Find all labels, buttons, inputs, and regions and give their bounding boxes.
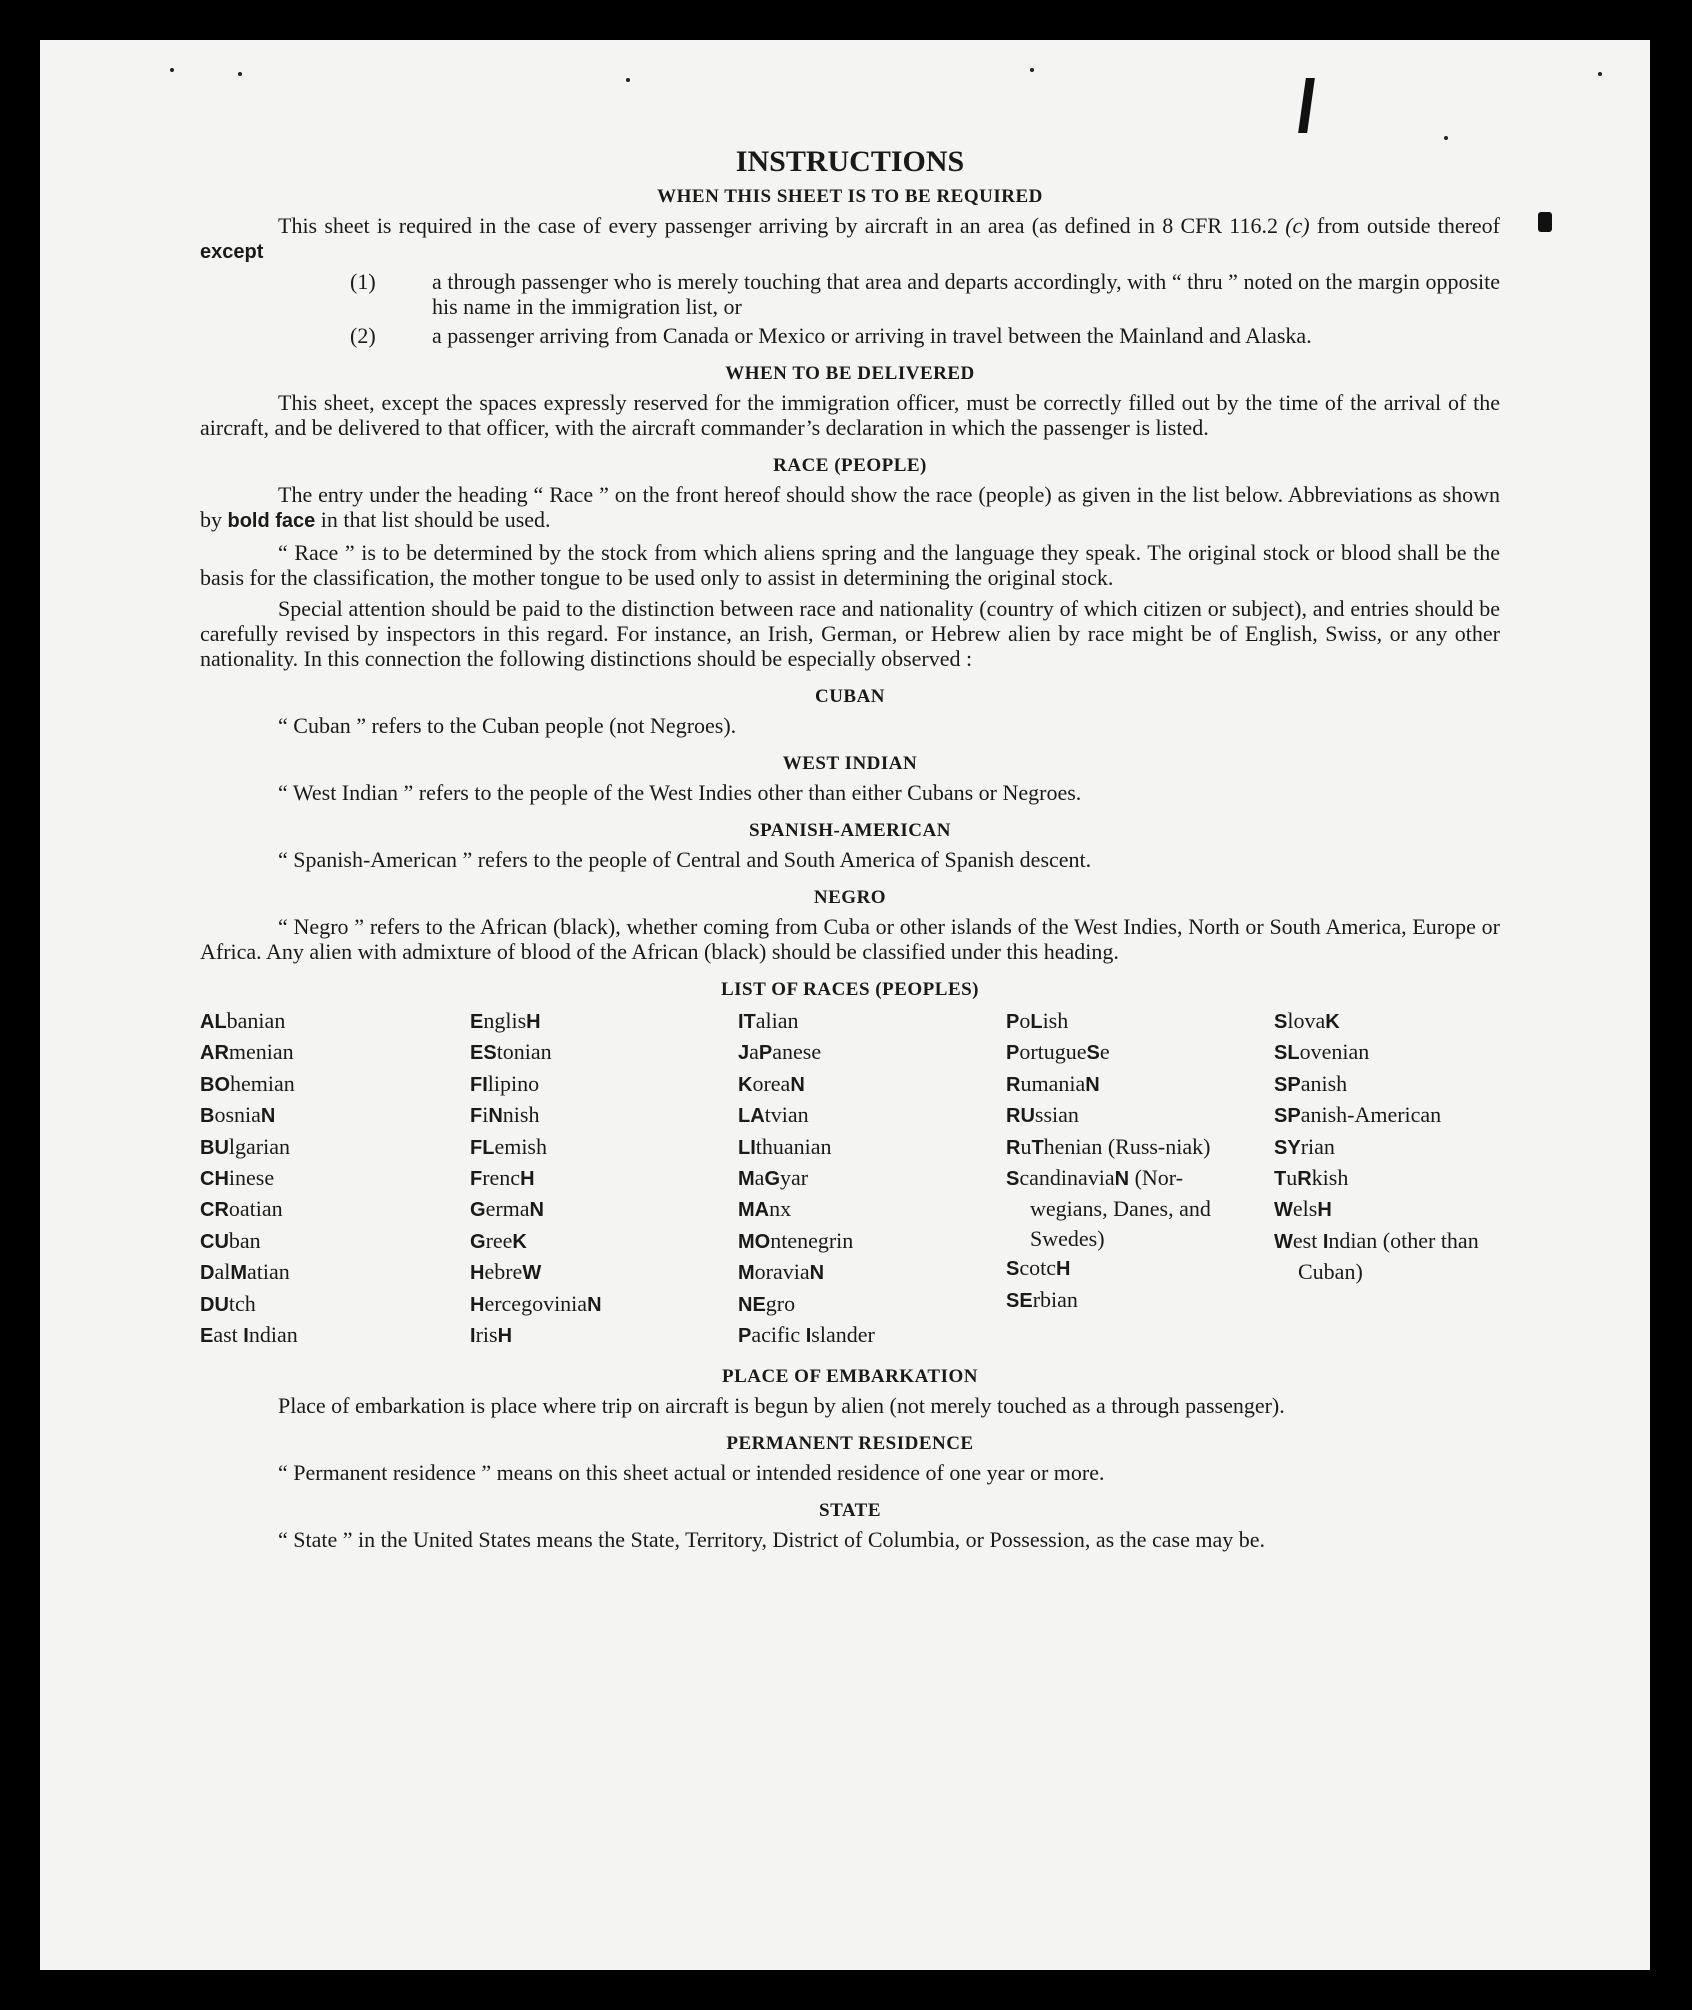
race-entry: PoLish bbox=[1006, 1008, 1069, 1033]
section-heading: RACE (PEOPLE) bbox=[773, 455, 927, 476]
section-heading: CUBAN bbox=[814, 686, 886, 707]
document-page bbox=[40, 40, 1650, 1970]
race-entry: ITalian bbox=[738, 1008, 799, 1033]
paragraph: “ Cuban ” refers to the Cuban people (not Negroes). bbox=[278, 713, 737, 738]
paragraph: This sheet, except the spaces expressly reserved for the immigration officer, must be correctly filled out by the time of the arrival of the aircraft, and be delivered to that officer, with the aircraft commander’s declaration in which the passenger is listed. bbox=[200, 390, 1500, 440]
scan-speck bbox=[170, 68, 174, 72]
race-entry: KoreaN bbox=[738, 1070, 805, 1096]
scan-artifact bbox=[1538, 212, 1552, 232]
instructions-content bbox=[200, 145, 1500, 1552]
scan-speck bbox=[238, 72, 242, 76]
section-heading: SPANISH-AMERICAN bbox=[749, 820, 951, 841]
race-entry: FLemish bbox=[470, 1133, 547, 1159]
item-text: a through passenger who is merely touching that area and departs accordingly, with “ thru ” noted on the margin opposite his name in the immigration list, or bbox=[432, 269, 1500, 319]
race-entry: BOhemian bbox=[200, 1070, 295, 1096]
section-heading: NEGRO bbox=[813, 887, 887, 908]
paragraph bbox=[200, 482, 1500, 534]
race-entry: GreeK bbox=[470, 1227, 527, 1253]
race-entry: RuThenian (Russ-niak) bbox=[1006, 1133, 1211, 1159]
race-entry: LAtvian bbox=[738, 1102, 809, 1128]
race-entry: HercegoviniaN bbox=[470, 1290, 602, 1316]
paragraph: “ Race ” is to be determined by the stock from which aliens spring and the language they speak. The original stock or blood shall be the basis for the classification, the mother tongue to be used only to assist in determining the original stock. bbox=[200, 540, 1500, 590]
paragraph: Place of embarkation is place where trip on aircraft is begun by alien (not merely touched as a through passenger). bbox=[278, 1393, 1285, 1418]
bold-text: except bbox=[200, 241, 264, 263]
races-column bbox=[1006, 1006, 1256, 1316]
race-entry: WelsH bbox=[1274, 1196, 1332, 1222]
section-heading: PLACE OF EMBARKATION bbox=[722, 1366, 978, 1387]
race-entry: SPanish-American bbox=[1274, 1102, 1442, 1128]
race-entry: MaGyar bbox=[738, 1165, 809, 1191]
section-heading: STATE bbox=[819, 1500, 881, 1521]
text: in that list should be used. bbox=[315, 507, 551, 532]
race-entry: West Indian (other than Cuban) bbox=[1274, 1227, 1479, 1285]
scan-speck bbox=[626, 78, 630, 82]
race-entry: DUtch bbox=[200, 1290, 256, 1316]
races-column bbox=[1274, 1006, 1524, 1287]
race-entry: GermaN bbox=[470, 1196, 544, 1222]
paragraph: “ Spanish-American ” refers to the people of Central and South America of Spanish descent. bbox=[278, 847, 1092, 872]
race-entry: LIthuanian bbox=[738, 1133, 832, 1159]
race-entry: BosniaN bbox=[200, 1102, 276, 1128]
race-entry: ScotcH bbox=[1006, 1255, 1071, 1281]
race-entry: CRoatian bbox=[200, 1196, 283, 1222]
section-heading: PERMANENT RESIDENCE bbox=[726, 1433, 974, 1454]
paragraph: “ Permanent residence ” means on this sheet actual or intended residence of one year or more. bbox=[278, 1460, 1105, 1485]
section-heading: WHEN TO BE DELIVERED bbox=[725, 363, 975, 384]
race-entry: SYrian bbox=[1274, 1133, 1335, 1159]
text: (c) bbox=[1285, 213, 1310, 238]
section-heading: LIST OF RACES (PEOPLES) bbox=[720, 979, 980, 1000]
race-entry: BUlgarian bbox=[200, 1133, 290, 1159]
text: The entry under the heading “ Race ” on the front hereof should show the race (people) as given in the list below. Abbreviations as shown by bbox=[200, 482, 1500, 532]
paragraph bbox=[200, 213, 1500, 265]
item-number: (2) bbox=[350, 323, 376, 348]
race-entry: ARmenian bbox=[200, 1039, 294, 1065]
race-entry: EnglisH bbox=[470, 1008, 541, 1033]
race-entry: MAnx bbox=[738, 1196, 792, 1222]
paragraph: “ State ” in the United States means the State, Territory, District of Columbia, or Possession, as the case may be. bbox=[278, 1527, 1266, 1552]
race-entry: MOntenegrin bbox=[738, 1227, 854, 1253]
paragraph: “ Negro ” refers to the African (black), whether coming from Cuba or other islands of the West Indies, North or South America, Europe or Africa. Any alien with admixture of blood of the African (black) should be classified under this heading. bbox=[200, 914, 1500, 964]
race-entry: SLovenian bbox=[1274, 1039, 1370, 1065]
race-entry: ScandinaviaN (Nor-wegians, Danes, and Swedes) bbox=[1006, 1165, 1211, 1251]
races-column bbox=[738, 1006, 988, 1351]
races-column bbox=[470, 1006, 720, 1351]
race-entry: East Indian bbox=[200, 1322, 298, 1348]
scan-speck bbox=[1598, 72, 1602, 76]
race-entry: CHinese bbox=[200, 1165, 275, 1191]
text: from outside thereof bbox=[1309, 213, 1501, 238]
race-entry: SPanish bbox=[1274, 1070, 1348, 1096]
race-entry: MoraviaN bbox=[738, 1259, 825, 1285]
race-entry: ALbanian bbox=[200, 1008, 286, 1033]
race-entry: RumaniaN bbox=[1006, 1070, 1100, 1096]
list-item bbox=[200, 323, 1500, 348]
race-entry: CUban bbox=[200, 1227, 261, 1253]
races-column bbox=[200, 1006, 450, 1351]
page-title: INSTRUCTIONS bbox=[735, 145, 965, 178]
scan-artifact bbox=[1298, 78, 1315, 133]
scan-speck bbox=[1030, 68, 1034, 72]
race-entry: FIlipino bbox=[470, 1070, 540, 1096]
race-entry: SErbian bbox=[1006, 1286, 1078, 1312]
section-heading: WHEN THIS SHEET IS TO BE REQUIRED bbox=[657, 186, 1043, 207]
scan-speck bbox=[1444, 136, 1448, 140]
item-text: a passenger arriving from Canada or Mexico or arriving in travel between the Mainland and Alaska. bbox=[432, 323, 1312, 348]
race-entry: JaPanese bbox=[738, 1039, 822, 1065]
race-entry: Pacific Islander bbox=[738, 1322, 875, 1348]
paragraph: Special attention should be paid to the distinction between race and nationality (country of which citizen or subject), and entries should be carefully revised by inspectors in this regard. For instance, an Irish, German, or Hebrew alien by race might be of English, Swiss, or any other nationality. In this connection the following distinctions should be especially observed : bbox=[200, 596, 1500, 671]
section-heading: WEST INDIAN bbox=[782, 753, 918, 774]
race-entry: IrisH bbox=[470, 1322, 513, 1348]
races-list bbox=[200, 1006, 1500, 1351]
list-item bbox=[200, 269, 1500, 319]
race-entry: TuRkish bbox=[1274, 1165, 1349, 1191]
race-entry: FrencH bbox=[470, 1165, 535, 1191]
race-entry: RUssian bbox=[1006, 1102, 1079, 1128]
text: This sheet is required in the case of every passenger arriving by aircraft in an area (as defined in 8 CFR 116.2 bbox=[278, 213, 1286, 238]
race-entry: HebreW bbox=[470, 1259, 542, 1285]
paragraph: “ West Indian ” refers to the people of the West Indies other than either Cubans or Negroes. bbox=[278, 780, 1082, 805]
race-entry: FiNnish bbox=[470, 1102, 540, 1128]
race-entry: NEgro bbox=[738, 1290, 796, 1316]
race-entry: PortugueSe bbox=[1006, 1039, 1110, 1065]
bold-text: bold face bbox=[227, 510, 316, 532]
item-number: (1) bbox=[350, 269, 376, 294]
race-entry: DalMatian bbox=[200, 1259, 290, 1285]
race-entry: EStonian bbox=[470, 1039, 552, 1065]
race-entry: SlovaK bbox=[1274, 1008, 1340, 1033]
